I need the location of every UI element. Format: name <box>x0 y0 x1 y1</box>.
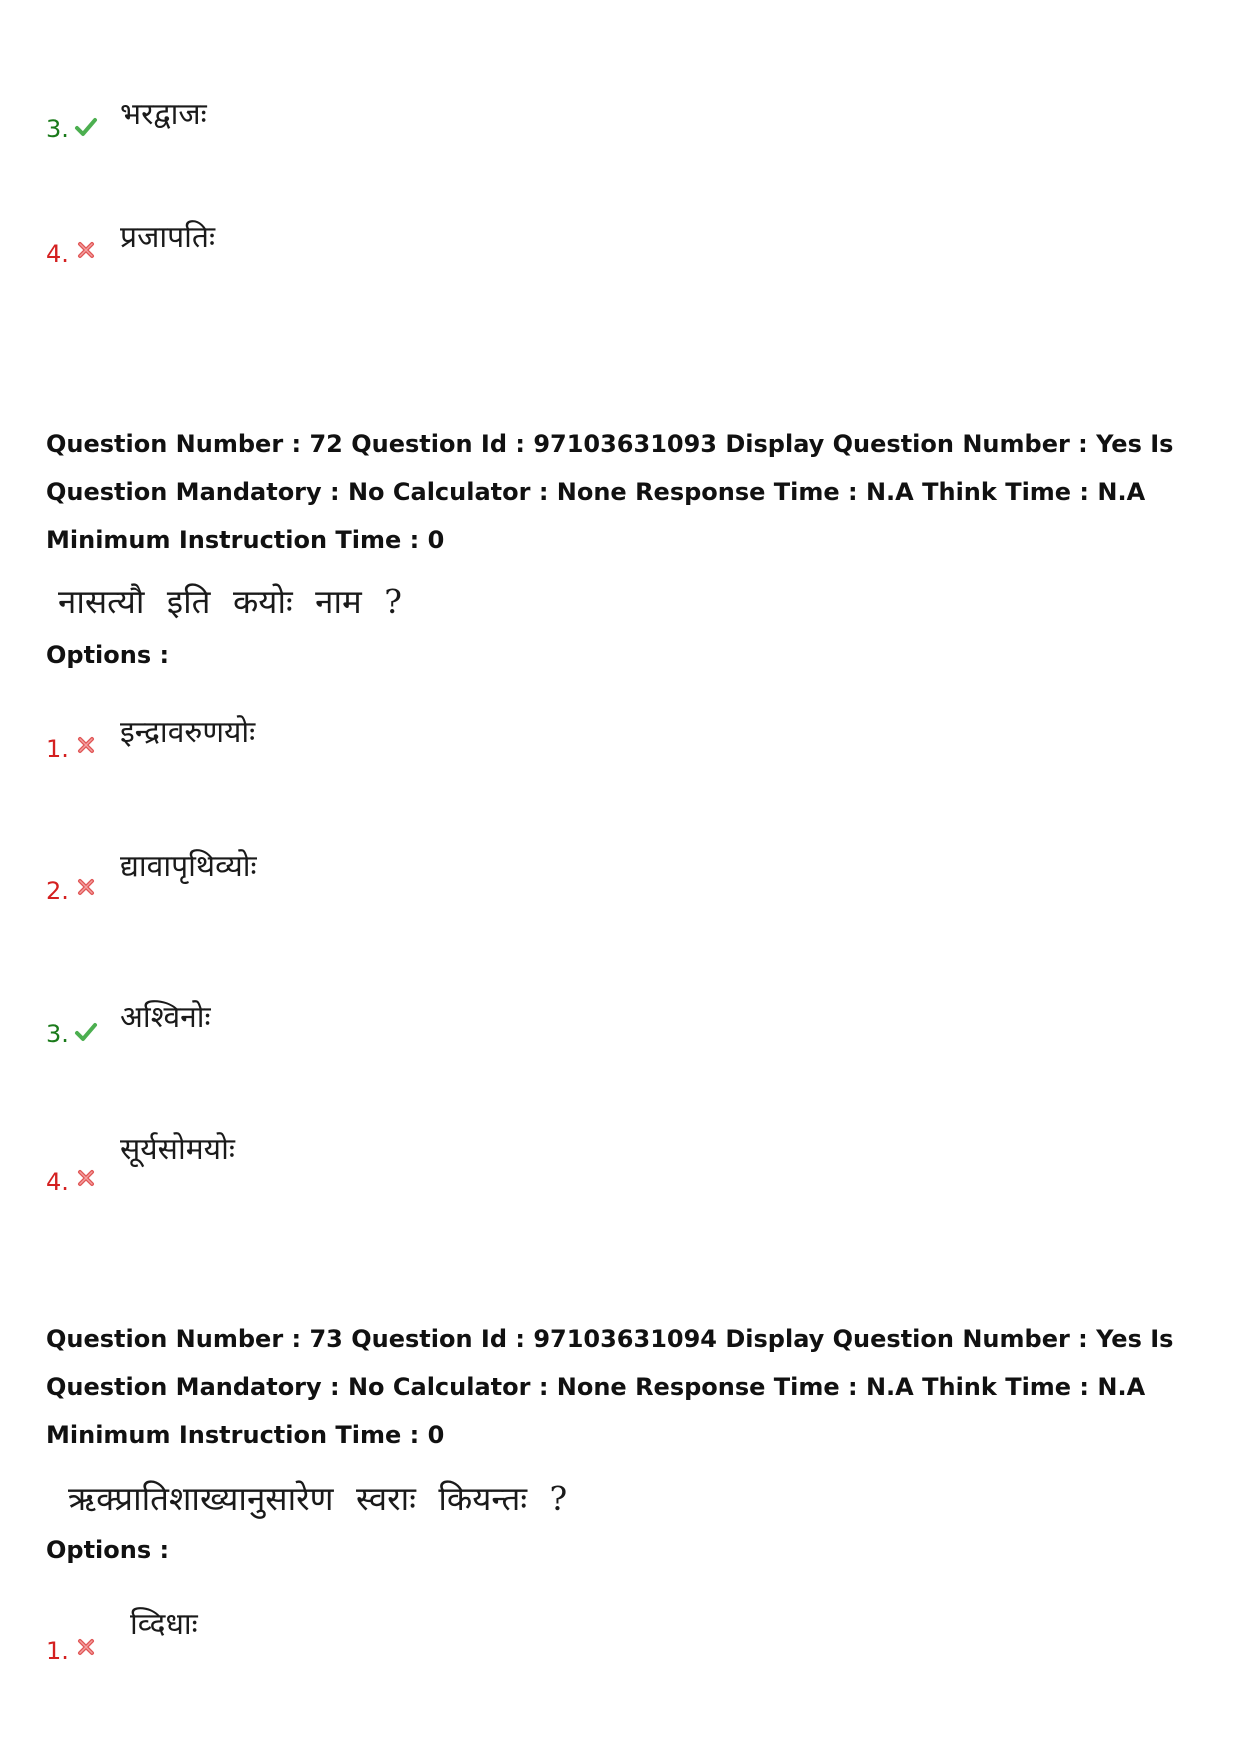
question-text: ऋक्प्रातिशाख्यानुसारेण स्वराः कियन्तः ? <box>68 1479 568 1518</box>
options-label: Options : <box>46 1536 170 1564</box>
question-header: Question Number : 72 Question Id : 97103631093 Display Question Number : Yes Is Question Mandatory : No Calculator : None Response Time : N.A Think Time : N.A Minimum Instruction Time : 0 <box>46 430 1174 554</box>
option-number: 1. <box>46 735 69 763</box>
question-text: नासत्यौ इति कयोः नाम ? <box>58 582 402 621</box>
option-text: सूर्यसोमयोः <box>120 1132 235 1167</box>
option-text: प्रजापतिः <box>120 220 216 255</box>
cross-icon <box>74 733 98 757</box>
question-header: Question Number : 73 Question Id : 97103631094 Display Question Number : Yes Is Question Mandatory : No Calculator : None Response Time : N.A Think Time : N.A Minimum Instruction Time : 0 <box>46 1325 1174 1449</box>
option-number: 4. <box>46 240 69 268</box>
check-icon <box>74 1020 98 1044</box>
cross-icon <box>74 1635 98 1659</box>
option-number: 3. <box>46 1020 69 1048</box>
option-text: इन्द्रावरुणयोः <box>120 715 256 750</box>
option-number: 2. <box>46 877 69 905</box>
option-number: 3. <box>46 115 69 143</box>
option-number: 1. <box>46 1637 69 1665</box>
option-text: अश्विनोः <box>120 1000 211 1035</box>
option-text: द्यावापृथिव्योः <box>120 849 257 884</box>
cross-icon <box>74 875 98 899</box>
option-text: भरद्वाजः <box>120 97 207 132</box>
option-text: व्दिधाः <box>130 1607 198 1642</box>
cross-icon <box>74 238 98 262</box>
check-icon <box>74 115 98 139</box>
cross-icon <box>74 1166 98 1190</box>
option-number: 4. <box>46 1168 69 1196</box>
options-label: Options : <box>46 641 170 669</box>
